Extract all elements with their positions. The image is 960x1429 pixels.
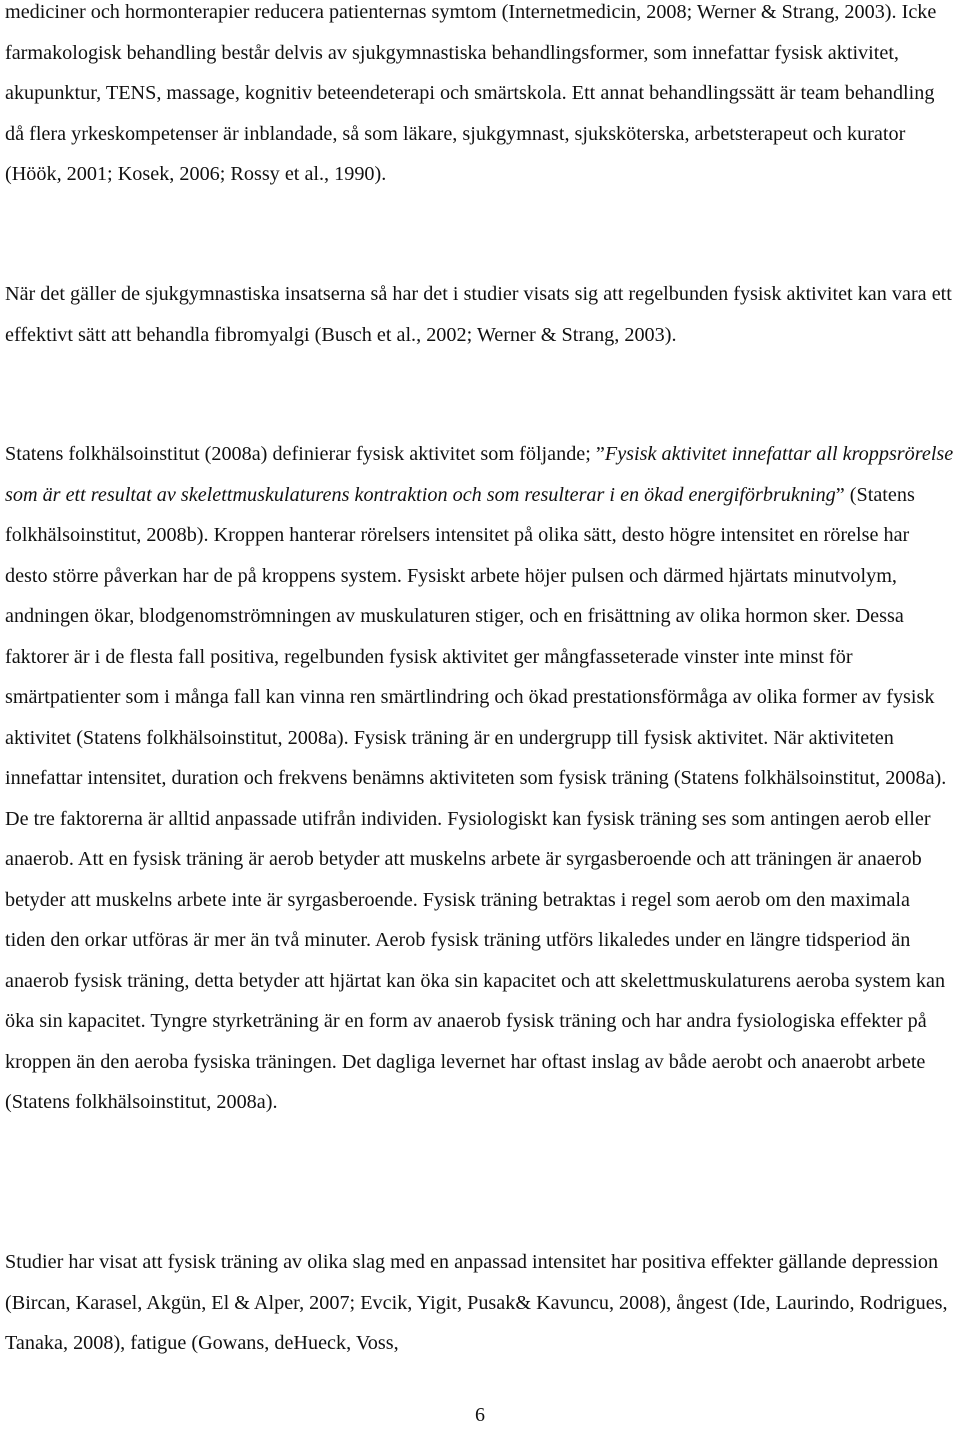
definition-intro-text: Statens folkhälsoinstitut (2008a) definierar fysisk aktivitet som följande; ” — [5, 443, 605, 465]
paragraph-studies-effects: Studier har visat att fysisk träning av olika slag med en anpassad intensitet har positiva effekter gällande depression (Bircan, Karasel, Akgün, El & Alper, 2007; Evcik, Yigit, Pusak& Kavuncu, 2008), ångest (Ide, Laurindo, Rodrigues, Tanaka, 2008), fatigue (Gowans, deHueck, Voss, — [5, 1251, 948, 1354]
definition-continuation-text: ” (Statens folkhälsoinstitut, 2008b). Kroppen hanterar rörelsers intensitet på olika sätt, desto högre intensitet en rörelse har desto större påverkan har de på kroppens system. Fysiskt arbete höjer pulsen och därmed hjärtats minutvolym, andningen ökar, blodgenomströmningen av muskulaturen stiger, och en frisättning av olika hormon sker. Dessa faktorer är i de flesta fall positiva, regelbunden fysisk aktivitet ger mångfasseterade vinster inte minst för smärtpatienter som i många fall kan vinna ren smärtlindring och ökad prestationsförmåga av olika former av fysisk aktivitet (Statens folkhälsoinstitut, 2008a). Fysisk träning är en undergrupp till fysisk aktivitet. När aktiviteten innefattar intensitet, duration och frekvens benämns aktiviteten som fysisk träning (Statens folkhälsoinstitut, 2008a). De tre faktorerna är alltid anpassade utifrån individen. Fysiologiskt kan fysisk träning ses som antingen aerob eller anaerob. Att en fysisk träning är aerob betyder att muskelns arbete är syrgasberoende och att träningen är anaerob betyder att muskelns arbete inte är syrgasberoende. Fysisk träning betraktas i regel som aerob om den maximala tiden den orkar utföras är mer än två minuter. Aerob fysisk träning utförs likaledes under en längre tidsperiod än anaerob fysisk träning, detta betyder att hjärtat kan öka sin kapacitet och att skelettmuskulaturens aeroba system kan öka sin kapacitet. Tyngre styrketräning är en form av anaerob fysisk träning och har andra fysiologiska effekter på kroppen än den aeroba fysiska träningen. Det dagliga levernet har oftast inslag av både aerobt och anaerobt arbete (Statens folkhälsoinstitut, 2008a). — [5, 483, 947, 1113]
page-number: 6 — [475, 1404, 485, 1426]
paragraph-treatment-overview: mediciner och hormonterapier reducera patienternas symtom (Internetmedicin, 2008; Werner & Strang, 2003). Icke farmakologisk behandling består delvis av sjukgymnastiska behandlingsformer, som innefattar fysisk aktivitet, akupunktur, TENS, massage, kognitiv beteendeterapi och smärtskola. Ett annat behandlingssätt är team behandling då flera yrkeskompetenser är inblandade, så som läkare, sjukgymnast, sjuksköterska, arbetsterapeut och kurator (Höök, 2001; Kosek, 2006; Rossy et al., 1990). — [5, 1, 937, 185]
paragraph-physiotherapy: När det gäller de sjukgymnastiska insatserna så har det i studier visats sig att regelbunden fysisk aktivitet kan vara ett effektivt sätt att behandla fibromyalgi (Busch et al., 2002; Werner & Strang, 2003). — [5, 283, 952, 346]
paragraph-physical-activity-definition — [5, 434, 955, 1123]
definition-quote: Fysisk aktivitet innefattar all kroppsrörelse som är ett resultat av skelettmuskulaturens kontraktion och som resulterar i en ökad energiförbrukning — [5, 443, 954, 506]
